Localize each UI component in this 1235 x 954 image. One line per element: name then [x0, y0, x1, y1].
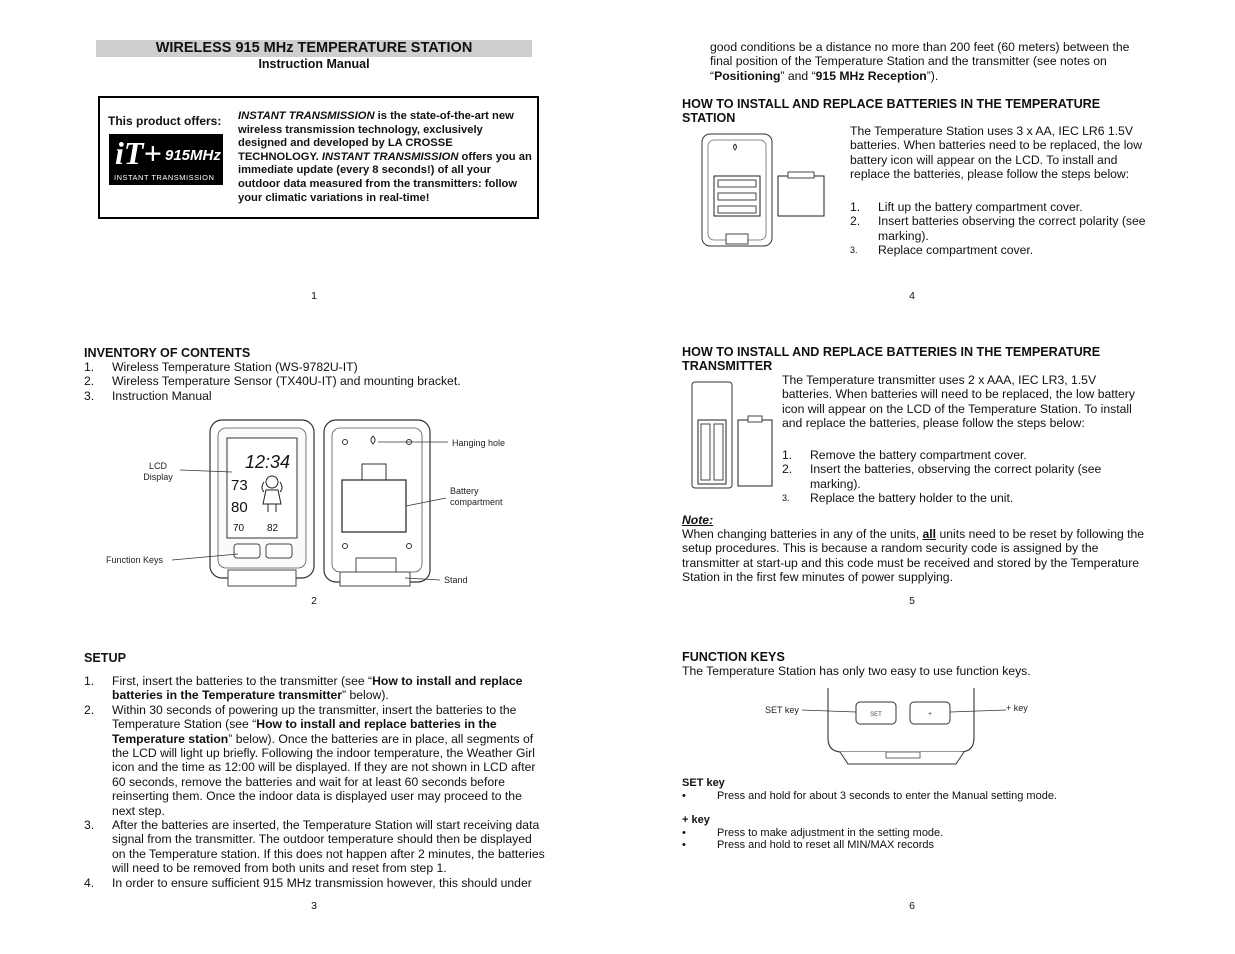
- page-number-4: 4: [909, 290, 915, 302]
- station-battery-heading: HOW TO INSTALL AND REPLACE BATTERIES IN THE TEMPERATURE STATION: [682, 97, 1101, 125]
- plus-key-item-2: • Press and hold to reset all MIN/MAX records: [682, 839, 935, 851]
- lcd-time: 12:34: [245, 452, 291, 472]
- setup-list: [84, 674, 546, 890]
- list-item: 2. Wireless Temperature Sensor (TX40U-IT) and mounting bracket.: [84, 374, 461, 389]
- page-number-3: 3: [311, 900, 317, 912]
- note-text: When changing batteries in any of the units, all units need to be reset by following the setup procedures. This is because a random security code is assigned by the transmitter at start-up and this code must be received and stored by the Temperature Station in the first few minutes of power supplying.: [682, 527, 1145, 585]
- inventory-list: [84, 360, 604, 403]
- plus-key-item-1: • Press to make adjustment in the setting mode.: [682, 827, 944, 839]
- it-logo-main: iT+: [115, 135, 162, 171]
- lcd-temp1: 73: [231, 477, 248, 494]
- label-lcd: LCD Display: [143, 461, 173, 482]
- station-battery-diagram: [700, 130, 828, 254]
- list-item: 2. Insert batteries observing the correct polarity (see marking).: [850, 214, 1146, 243]
- page1-title: WIRELESS 915 MHz TEMPERATURE STATION: [155, 40, 473, 56]
- offers-label: This product offers:: [108, 114, 222, 128]
- lcd-temp4: 82: [267, 523, 279, 534]
- it-logo-mhz: 915MHz: [165, 147, 221, 164]
- hanging-hole-icon: [371, 436, 375, 444]
- setup-heading: SETUP: [84, 651, 126, 665]
- list-item: 4. In order to ensure sufficient 915 MHz transmission however, this should under: [84, 875, 532, 890]
- station-battery-steps: [850, 200, 1146, 258]
- label-stand: Stand: [444, 575, 468, 585]
- function-keys-intro: The Temperature Station has only two easy to use function keys.: [682, 664, 1031, 678]
- station-front-illustration: [210, 420, 314, 586]
- positioning-continuation: good conditions be a distance no more than 200 feet (60 meters) between the final position of the Temperature Station and the transmitter (see notes on “Positioning” and “915 MHz Reception”).: [710, 40, 1130, 83]
- list-item: 3. After the batteries are inserted, the Temperature Station will start receiving data signal from the transmitter. The outdoor temperature should then be displayed on the Temperature station. If this does not happen after 2 minutes, the batteries will need to be removed from both units and reset from step 1.: [84, 818, 545, 876]
- list-item: 1. Wireless Temperature Station (WS-9782U-IT): [84, 360, 358, 374]
- transmitter-battery-heading: HOW TO INSTALL AND REPLACE BATTERIES IN THE TEMPERATURE TRANSMITTER: [682, 345, 1101, 373]
- offers-em2: INSTANT TRANSMISSION: [321, 150, 459, 163]
- transmitter-battery-intro: The Temperature transmitter uses 2 x AAA, IEC LR3, 1.5V batteries. When batteries will need to be replaced, the low battery icon will appear on the LCD of the Temperature Station. To install and replace the batteries, please follow the steps below:: [782, 373, 1135, 431]
- offers-text2: offers you an immediate update (every 8 seconds!) of all your outdoor data measured from the transmitters: follow your climatic variations in real-time!: [238, 150, 532, 204]
- set-key-heading: SET key: [682, 777, 725, 789]
- label-set-key: SET key: [765, 705, 799, 715]
- lcd-temp3: 70: [233, 523, 245, 534]
- page-number-6: 6: [909, 900, 915, 912]
- list-item: 3. Replace the battery holder to the unit.: [782, 491, 1014, 506]
- list-item: 3. Instruction Manual: [84, 388, 212, 403]
- page-number-2: 2: [311, 595, 317, 607]
- list-item: 2. Within 30 seconds of powering up the transmitter, insert the batteries to the Temperature Station (see “How to install and replace batteries in the Temperature station” below). Once the batteries are in place, all segments of the LCD will light up briefly. Following the indoor temperature, the Weather Girl icon and the time as 12:00 will be displayed. If they are not shown in LCD after 60 seconds, remove the batteries and wait for at least 60 seconds before reinserting them. Once the indoor data is displayed user may proceed to the next step.: [84, 702, 536, 818]
- label-function-keys: Function Keys: [106, 555, 164, 565]
- station-back-illustration: [324, 420, 430, 586]
- station-battery-intro: The Temperature Station uses 3 x AA, IEC LR6 1.5V batteries. When batteries need to be replaced, the low battery icon will appear on the LCD. To install and replace the batteries, please follow the steps below:: [850, 124, 1143, 182]
- list-item: 1. Lift up the battery compartment cover.: [850, 200, 1083, 214]
- plus-key-button-label: +: [927, 711, 933, 718]
- offers-text: [238, 110, 533, 205]
- offers-em1: INSTANT TRANSMISSION: [238, 110, 375, 122]
- list-item: 2. Insert the batteries, observing the correct polarity (see marking).: [782, 462, 1102, 491]
- it-logo: [109, 134, 223, 185]
- it-logo-sub: INSTANT TRANSMISSION: [114, 173, 215, 182]
- transmitter-battery-steps: [782, 448, 1146, 506]
- page-number-1: 1: [311, 290, 317, 302]
- function-keys-heading: FUNCTION KEYS: [682, 650, 785, 664]
- plus-key-heading: + key: [682, 814, 710, 826]
- page1-subtitle: Instruction Manual: [258, 57, 370, 71]
- list-item: 1. Remove the battery compartment cover.: [782, 448, 1027, 462]
- set-key-item: • Press and hold for about 3 seconds to enter the Manual setting mode.: [682, 790, 1057, 802]
- page-number-5: 5: [909, 595, 915, 607]
- label-battery-compartment: Battery compartment: [450, 486, 503, 507]
- list-item: 3. Replace compartment cover.: [850, 243, 1034, 258]
- lcd-temp2: 80: [231, 499, 248, 516]
- label-plus-key: + key: [1006, 703, 1028, 713]
- offers-text1: is the state-of-the-art new wireless transmission technology, exclusively designed and developed by LA CROSSE TECHNOLOGY.: [238, 110, 514, 163]
- set-key-button-label: SET: [870, 712, 882, 718]
- list-item: 1. First, insert the batteries to the transmitter (see “How to install and replace batteries in the Temperature transmitter” below).: [84, 674, 523, 703]
- function-keys-diagram: [760, 688, 1050, 766]
- transmitter-battery-diagram: [690, 380, 776, 492]
- note-label: Note:: [682, 513, 714, 527]
- inventory-heading: INVENTORY OF CONTENTS: [84, 346, 251, 360]
- label-hanging-hole: Hanging hole: [452, 438, 506, 448]
